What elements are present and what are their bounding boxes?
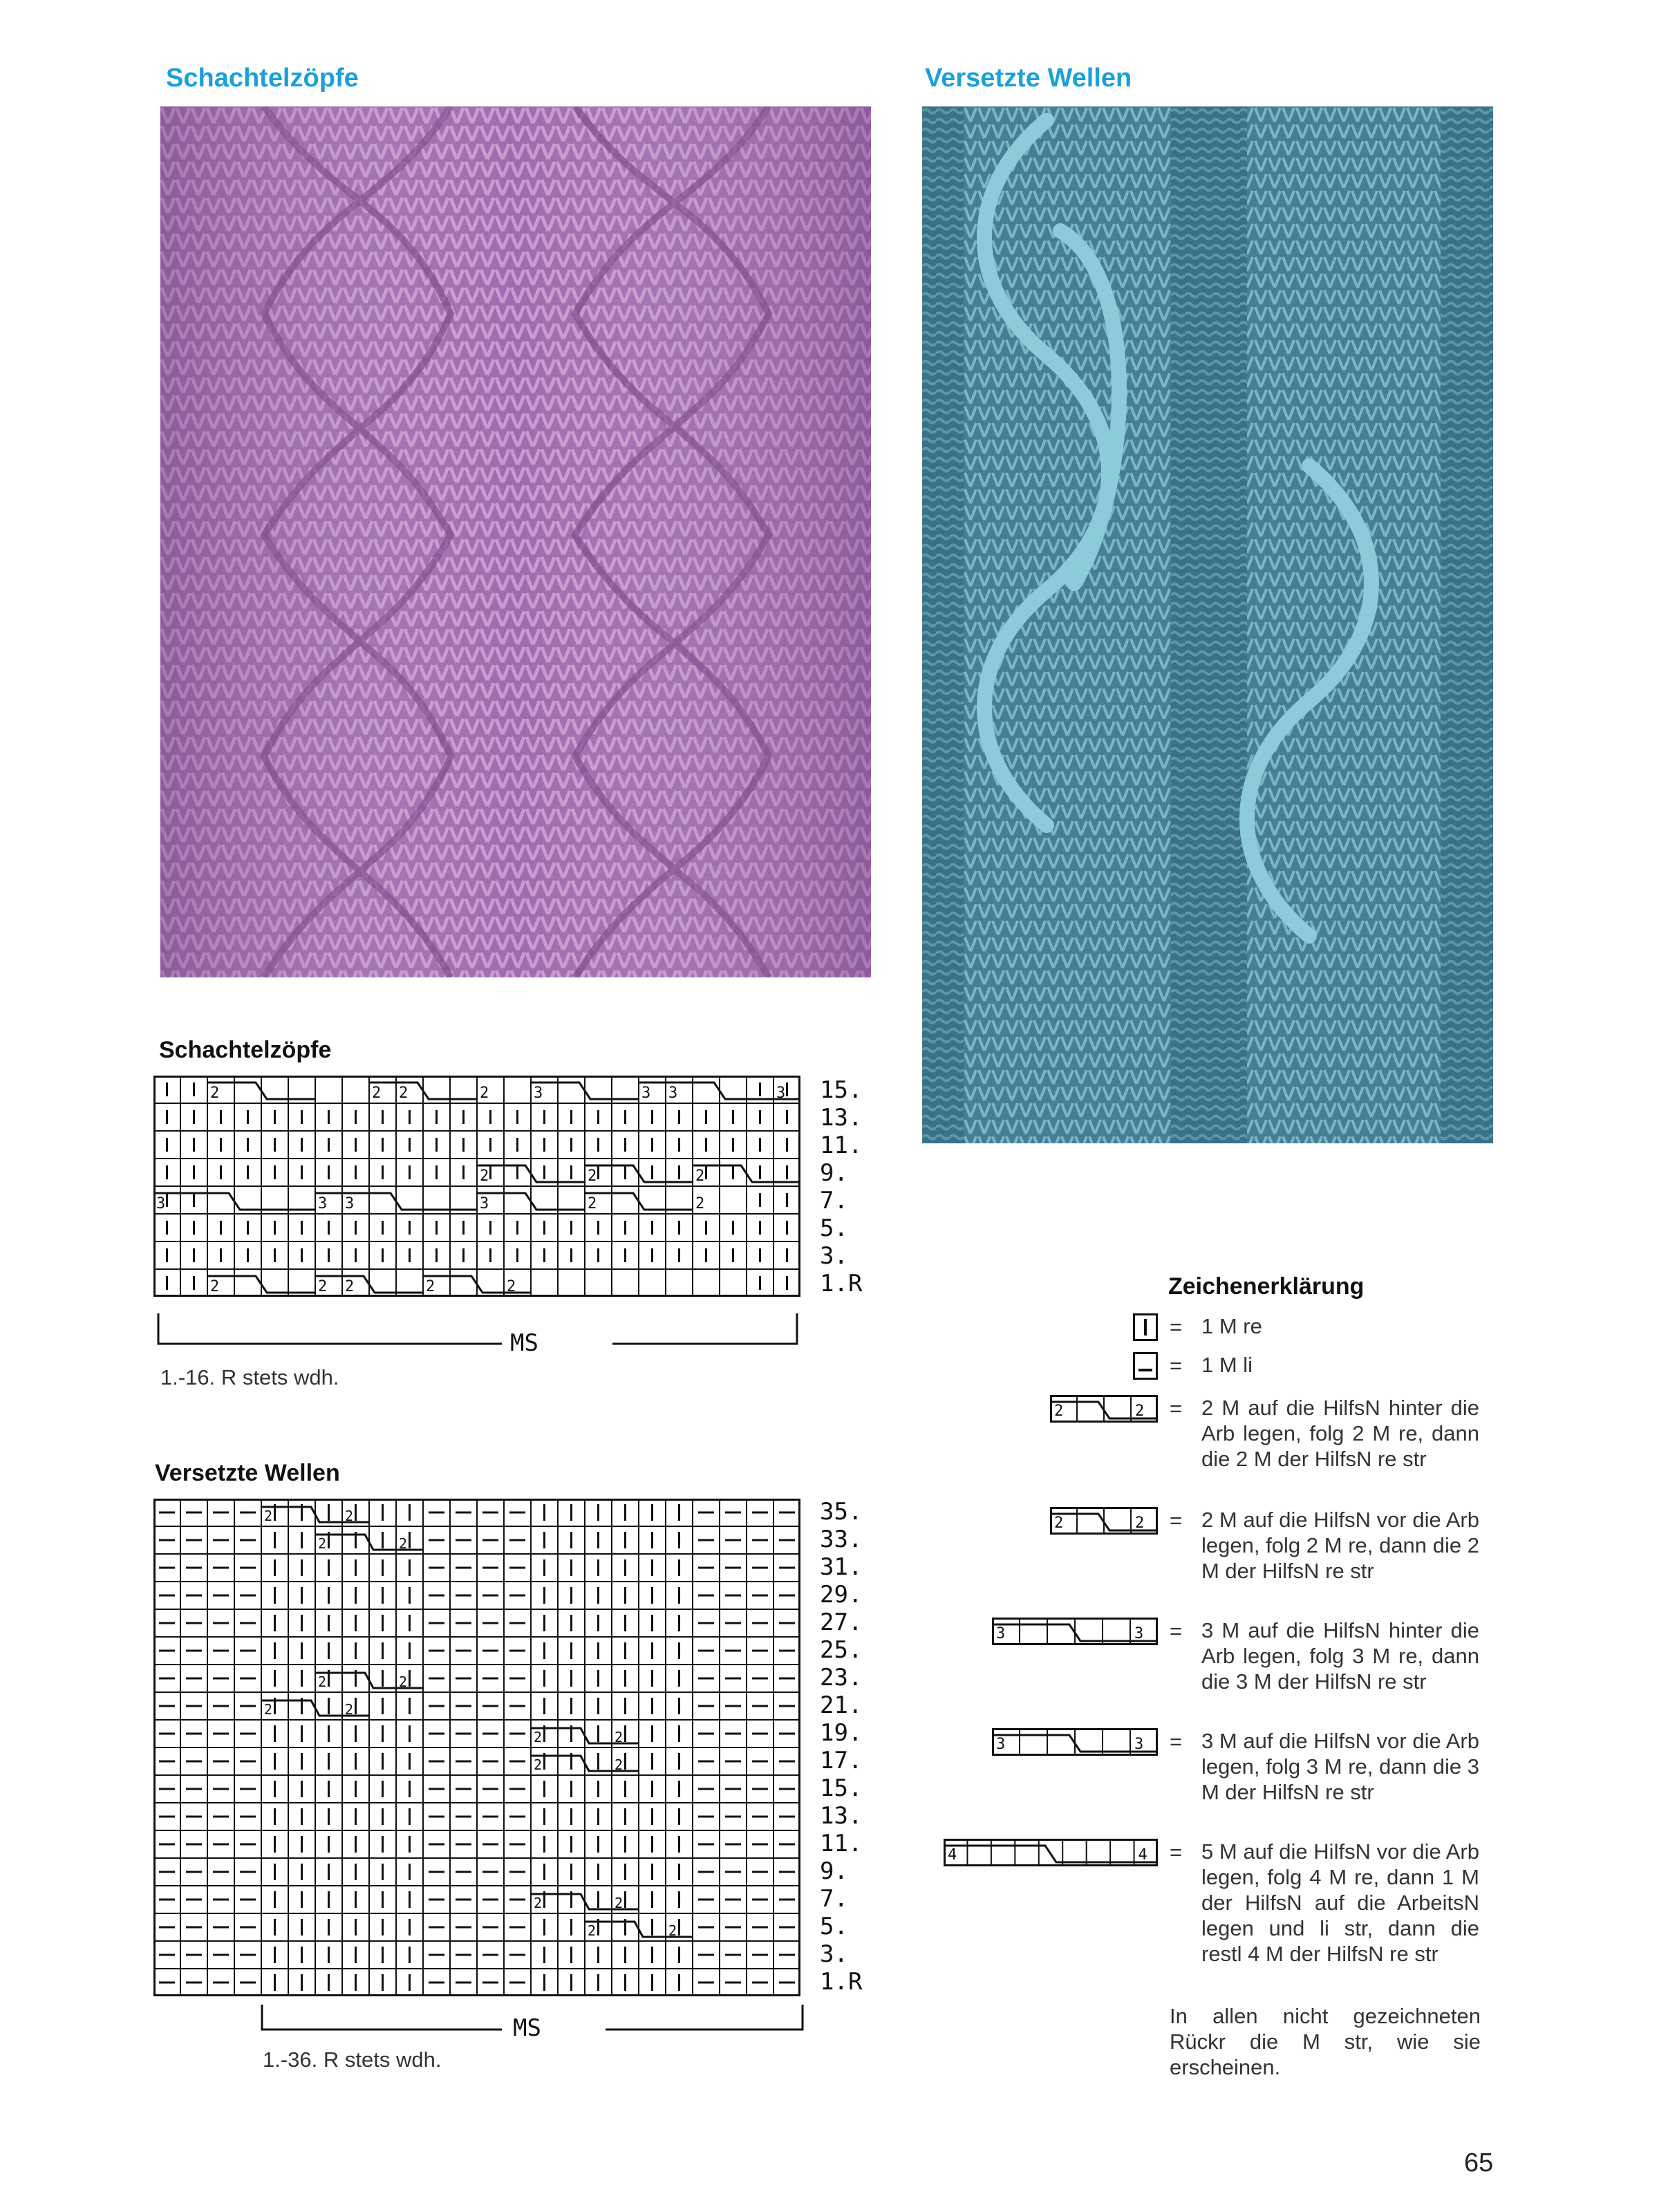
cell-number: 2 [399,1674,408,1690]
cell-number: 2 [399,1535,408,1552]
teal-knit-photo [922,106,1493,1143]
row-label: 5. [820,1913,848,1940]
svg-text:2: 2 [1054,1515,1064,1532]
row-label: 9. [820,1159,848,1187]
cell-number: 2 [345,1701,354,1718]
svg-text:2: 2 [1135,1403,1145,1420]
cell-number: 2 [480,1085,489,1102]
row-label: 13. [820,1104,863,1132]
equals-sign: = [1170,1315,1183,1339]
cell-number: 2 [615,1729,624,1745]
chart1-ms-bracket [156,1313,799,1355]
cell-number: 2 [695,1168,705,1185]
equals-sign: = [1170,1396,1183,1421]
row-label: 31. [820,1553,863,1581]
cell-number: 2 [345,1508,354,1524]
equals-sign: = [1170,1353,1183,1378]
row-label: 15. [820,1774,863,1802]
chart1-ms-label: MS [510,1329,538,1357]
svg-text:3: 3 [996,1736,1006,1753]
cell-number: 2 [210,1278,220,1295]
chart2-grid [153,1499,800,1996]
legend-item-text: 5 M auf die HilfsN vor die Arb legen, folg 4 M re, dann 1 M der HilfsN auf die ArbeitsN legen und li str, dann die restl 4 M der HilfsN re str [1201,1839,1479,1966]
cell-number: 3 [480,1195,489,1212]
cable-3-back-symbol [992,1618,1158,1645]
row-label: 19. [820,1719,863,1747]
chart2-repeat-note: 1.-36. R stets wdh. [263,2047,442,2072]
chart1-title: Schachtelzöpfe [159,1037,332,1063]
cell-number: 2 [615,1895,624,1911]
cell-number: 2 [534,1756,543,1773]
cell-number: 3 [776,1085,786,1102]
row-label: 7. [820,1885,848,1913]
cell-number: 2 [264,1508,273,1524]
row-label: 1.R [820,1968,863,1996]
cell-number: 3 [641,1085,651,1102]
cell-number: 3 [534,1085,543,1102]
row-label: 5. [820,1215,848,1242]
equals-sign: = [1170,1508,1183,1533]
legend-footnote: In allen nicht gezeichneten Rückr die M str, wie sie erscheinen. [1170,2004,1481,2079]
page-number: 65 [1464,2148,1494,2177]
cell-number: 3 [318,1195,328,1212]
chart2-title: Versetzte Wellen [155,1460,340,1486]
right-pattern-title: Versetzte Wellen [925,64,1132,93]
knit-symbol [1133,1313,1158,1341]
row-label: 1.R [820,1270,863,1297]
chart2-ms-label: MS [513,2014,541,2042]
svg-text:3: 3 [996,1625,1006,1642]
svg-text:2: 2 [1054,1403,1064,1420]
cell-number: 2 [695,1195,705,1212]
row-label: 3. [820,1940,848,1968]
svg-text:4: 4 [948,1846,957,1864]
svg-text:3: 3 [1134,1736,1144,1753]
cell-number: 2 [480,1168,489,1185]
row-label: 21. [820,1691,863,1719]
row-label: 9. [820,1857,848,1885]
cell-number: 2 [534,1729,543,1745]
purple-knit-photo [160,106,871,977]
legend-item-text: 1 M li [1201,1353,1253,1377]
cell-number: 2 [534,1895,543,1911]
row-label: 35. [820,1498,863,1526]
svg-text:2: 2 [1135,1515,1145,1532]
cell-number: 3 [156,1195,166,1212]
legend-item-text: 3 M auf die HilfsN hinter die Arb legen, folg 3 M re, dann die 3 M der HilfsN re str [1201,1618,1479,1694]
cell-number: 2 [507,1278,516,1295]
equals-sign: = [1170,1840,1183,1864]
cell-number: 2 [426,1278,435,1295]
row-label: 13. [820,1802,863,1830]
row-label: 17. [820,1747,863,1774]
row-label: 29. [820,1581,863,1609]
legend-item-text: 2 M auf die HilfsN hinter die Arb legen, folg 2 M re, dann die 2 M der HilfsN re str [1201,1396,1479,1471]
cable-2-front-symbol [1050,1507,1158,1535]
equals-sign: = [1170,1619,1183,1643]
cable-3-front-symbol [992,1728,1158,1756]
svg-text:4: 4 [1138,1846,1147,1864]
chart1-row-labels [820,1076,875,1297]
svg-text:3: 3 [1134,1625,1144,1642]
legend [926,1313,1493,2101]
cell-number: 2 [399,1085,409,1102]
cell-number: 2 [210,1085,220,1102]
cell-number: 2 [588,1922,597,1939]
purl-symbol [1133,1352,1158,1380]
chart1-repeat-note: 1.-16. R stets wdh. [160,1365,339,1389]
row-label: 33. [820,1526,863,1553]
row-label: 15. [820,1076,863,1104]
cable-2-back-symbol [1050,1395,1158,1423]
cable-5-front-symbol [944,1839,1158,1866]
row-label: 3. [820,1242,848,1270]
legend-item-text: 1 M re [1201,1314,1262,1338]
left-pattern-title: Schachtelzöpfe [166,64,359,93]
row-label: 11. [820,1132,863,1159]
cell-number: 2 [345,1278,355,1295]
legend-item-text: 2 M auf die HilfsN vor die Arb legen, folg 2 M re, dann die 2 M der HilfsN re str [1201,1508,1479,1583]
chart1-grid [153,1076,800,1297]
row-label: 27. [820,1609,863,1636]
cell-number: 2 [372,1085,382,1102]
cell-number: 2 [318,1278,328,1295]
cell-number: 2 [588,1168,597,1185]
cell-number: 3 [345,1195,355,1212]
legend-item-text: 3 M auf die HilfsN vor die Arb legen, folg 3 M re, dann die 3 M der HilfsN re str [1201,1729,1479,1804]
row-label: 7. [820,1187,848,1215]
cell-number: 2 [668,1922,677,1939]
chart2-row-labels [820,1499,875,1996]
legend-title: Zeichenerklärung [1168,1273,1365,1300]
cell-number: 3 [668,1085,678,1102]
cell-number: 2 [264,1701,273,1718]
row-label: 11. [820,1830,863,1857]
cell-number: 2 [615,1756,624,1773]
row-label: 25. [820,1636,863,1664]
equals-sign: = [1170,1730,1183,1754]
row-label: 23. [820,1664,863,1691]
cell-number: 2 [588,1195,597,1212]
cell-number: 2 [318,1674,327,1690]
cell-number: 2 [318,1535,327,1552]
